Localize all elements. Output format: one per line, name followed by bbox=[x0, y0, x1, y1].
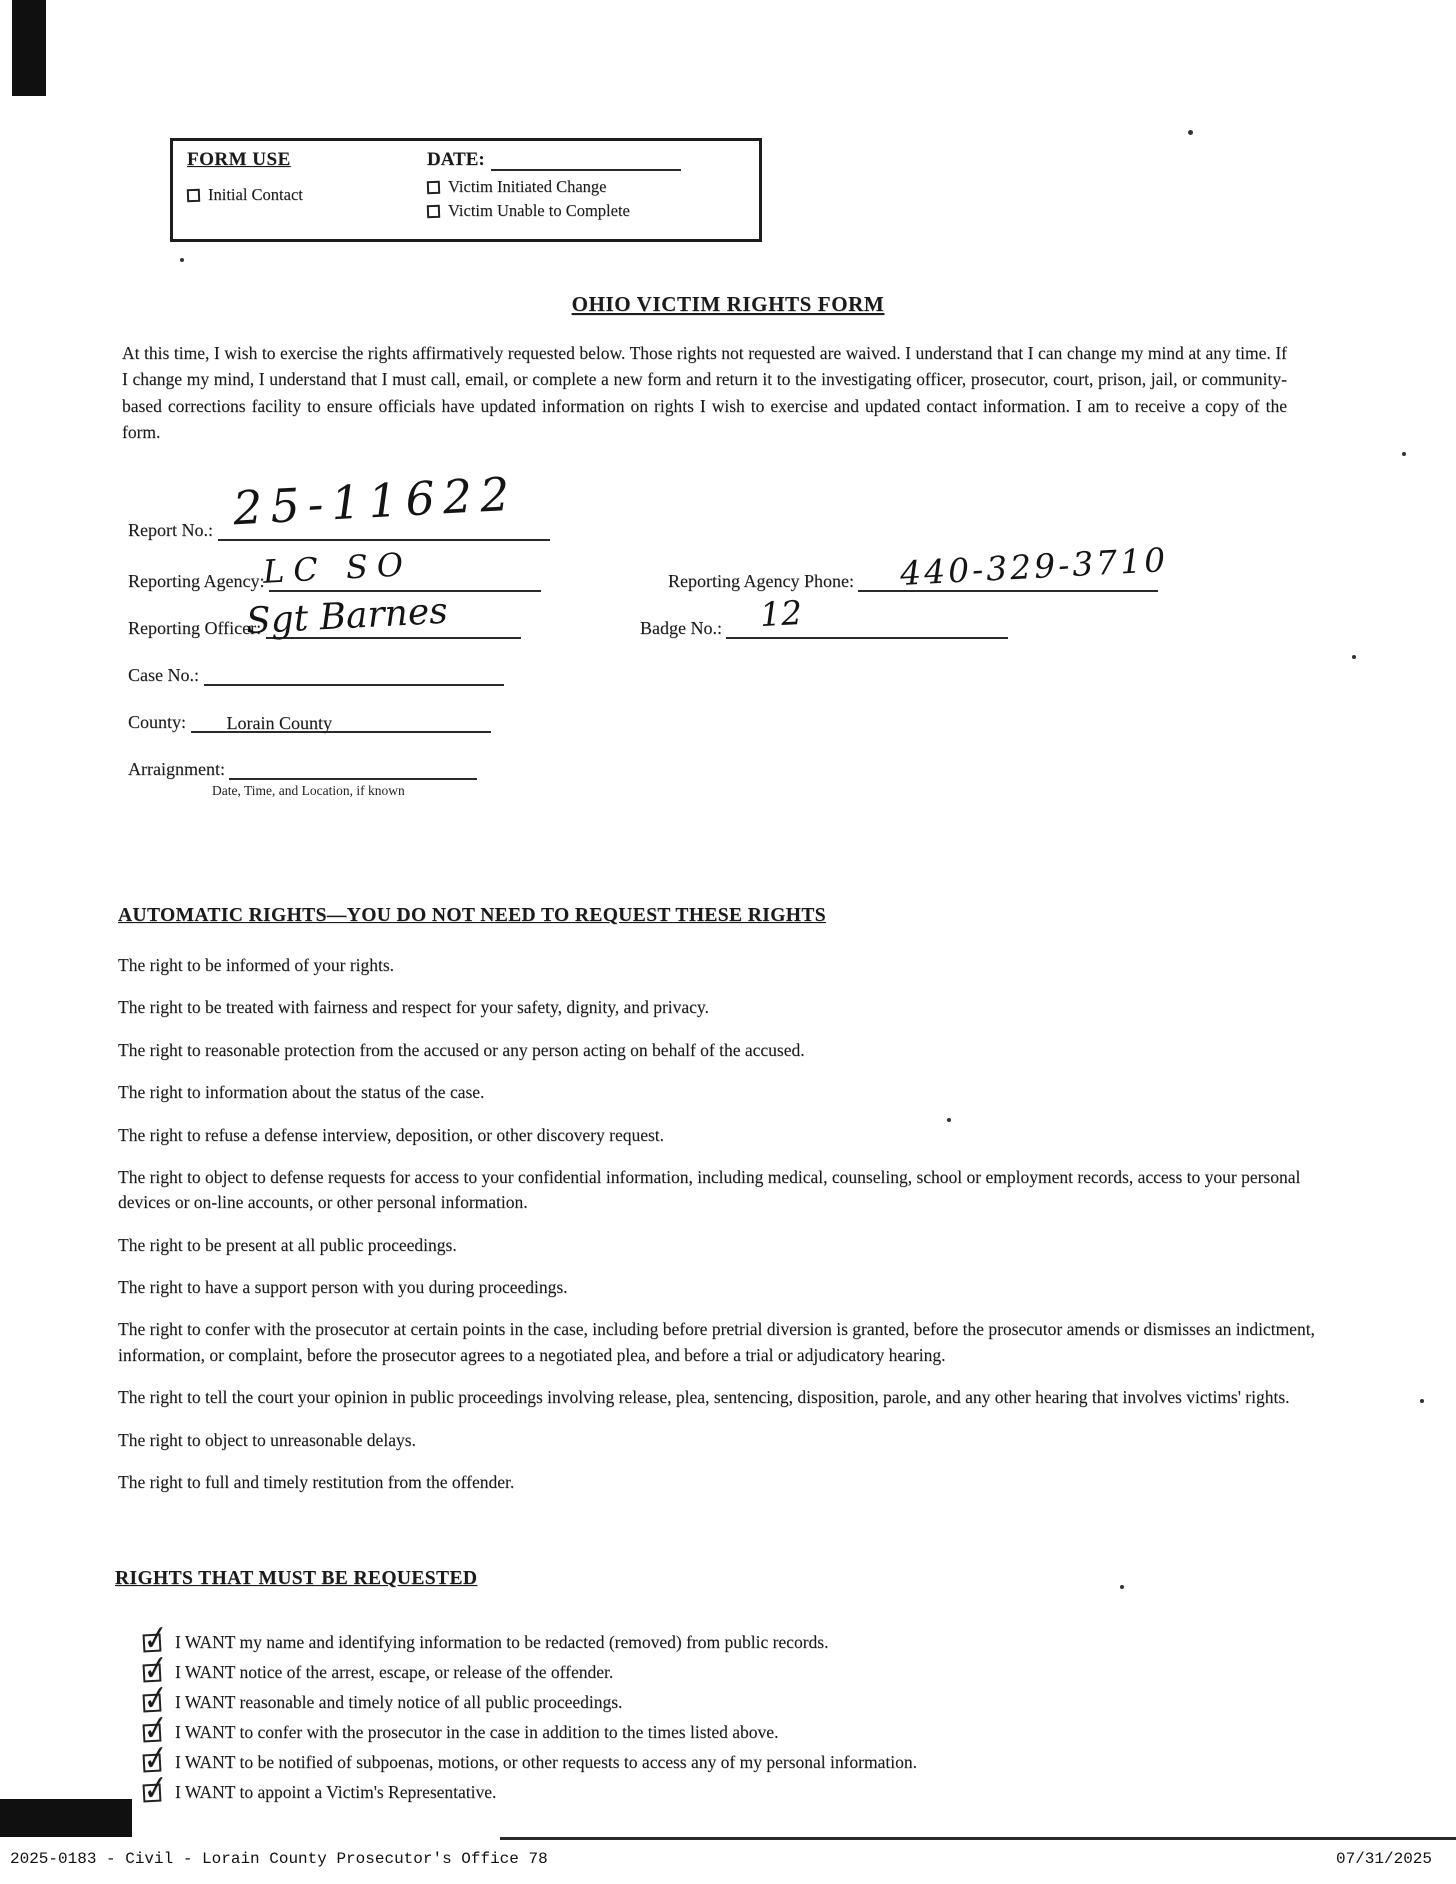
scan-speck bbox=[1402, 452, 1406, 456]
right-item: The right to be present at all public proceedings. bbox=[118, 1234, 457, 1255]
reporting-officer-label: Reporting Officer: bbox=[128, 618, 262, 638]
form-use-option-victim-initiated-change bbox=[427, 177, 749, 197]
victim-unable-to-complete-checkbox[interactable] bbox=[427, 204, 440, 217]
scan-speck bbox=[180, 258, 184, 262]
right-item: The right to refuse a defense interview, deposition, or other discovery request. bbox=[118, 1124, 665, 1145]
scan-speck bbox=[1420, 1399, 1424, 1403]
footer-date: 07/31/2025 bbox=[1335, 1850, 1432, 1868]
reporting-agency-value: LC SO bbox=[262, 545, 413, 591]
right-item: The right to reasonable protection from the accused or any person acting on behalf of the accused. bbox=[118, 1039, 805, 1060]
right-item: The right to have a support person with you during proceedings. bbox=[118, 1277, 568, 1297]
form-use-title: FORM USE bbox=[187, 149, 291, 170]
badge-no-label: Badge No.: bbox=[640, 618, 722, 638]
county-label: County: bbox=[128, 712, 187, 732]
initial-contact-checkbox[interactable] bbox=[187, 188, 200, 201]
requested-right-item bbox=[143, 1722, 1345, 1743]
scan-artifact-bar-top bbox=[12, 0, 46, 96]
date-line[interactable] bbox=[491, 151, 681, 171]
reporting-agency-phone-group bbox=[668, 540, 1170, 593]
report-no-label: Report No.: bbox=[128, 520, 213, 540]
form-use-box bbox=[170, 138, 762, 242]
right-item: The right to be informed of your rights. bbox=[118, 955, 395, 975]
right-item: The right to tell the court your opinion in public proceedings involving release, plea, sentencing, disposition, parole, and any other hearing that involves victims' rights. bbox=[118, 1387, 1290, 1408]
arraignment-label: Arraignment: bbox=[128, 759, 225, 779]
requested-right-label: I WANT to confer with the prosecutor in the case in addition to the times listed above. bbox=[175, 1722, 779, 1742]
initial-contact-label: Initial Contact bbox=[208, 185, 303, 204]
case-no-row bbox=[128, 665, 1388, 686]
form-use-option-victim-unable-to-complete bbox=[427, 201, 749, 221]
arraignment-row bbox=[128, 759, 1388, 799]
reporting-officer-value: Sgt Barnes bbox=[245, 590, 449, 643]
report-no-row bbox=[128, 466, 1388, 541]
arraignment-line[interactable] bbox=[229, 760, 477, 780]
requested-right-item bbox=[143, 1782, 1345, 1803]
county-value: Lorain County bbox=[226, 713, 333, 733]
requested-right-item bbox=[143, 1752, 1345, 1773]
badge-no-value: 12 bbox=[759, 592, 803, 635]
requested-right-label: I WANT to be notified of subpoenas, motions, or other requests to access any of my personal information. bbox=[175, 1752, 917, 1772]
county-row bbox=[128, 712, 1388, 733]
automatic-rights-heading: AUTOMATIC RIGHTS—YOU DO NOT NEED TO REQUEST THESE RIGHTS bbox=[118, 905, 826, 926]
intro-paragraph: At this time, I wish to exercise the rights affirmatively requested below. Those rights not requested are waived. I understand that I can change my mind at any time. If I change my mind, I understand that I must call, email, or complete a new form and return it to the investigating officer, prosecutor, court, prison, jail, or community-based corrections facility to ensure officials have updated information on rights I wish to exercise and updated contact information. I am to receive a copy of the form. bbox=[122, 343, 1287, 442]
requested-right-label: I WANT to appoint a Victim's Representative. bbox=[175, 1782, 497, 1802]
case-no-line[interactable] bbox=[204, 666, 504, 686]
scan-artifact-bar-bottom bbox=[0, 1799, 132, 1837]
requested-right-item bbox=[143, 1692, 1345, 1713]
victim-initiated-change-checkbox[interactable] bbox=[427, 180, 440, 193]
scan-artifact-line-bottom bbox=[500, 1837, 1456, 1840]
right-item: The right to confer with the prosecutor at certain points in the case, including before pretrial diversion is granted, before the prosecutor amends or dismisses an indictment, information, or complaint, before the prosecutor agrees to a negotiated plea, and before a trial or adjudicatory hearing. bbox=[118, 1319, 1315, 1365]
requested-right-label: I WANT my name and identifying information to be redacted (removed) from public records. bbox=[175, 1632, 829, 1652]
reporting-agency-row bbox=[128, 540, 1388, 593]
county-line[interactable] bbox=[191, 713, 491, 733]
requested-right-item bbox=[143, 1662, 1345, 1683]
report-no-value: 25-11622 bbox=[231, 466, 519, 536]
right-item: The right to information about the status of the case. bbox=[118, 1082, 485, 1103]
case-no-label: Case No.: bbox=[128, 665, 199, 685]
reporting-agency-phone-value: 440-329-3710 bbox=[899, 540, 1170, 593]
reporting-agency-label: Reporting Agency: bbox=[128, 571, 265, 591]
date-label: DATE: bbox=[427, 149, 485, 170]
requested-rights-heading: RIGHTS THAT MUST BE REQUESTED bbox=[115, 1568, 478, 1589]
victim-unable-to-complete-label: Victim Unable to Complete bbox=[448, 201, 630, 220]
scan-speck bbox=[1188, 130, 1193, 135]
victims-representative-checkbox[interactable] bbox=[143, 1783, 162, 1802]
reporting-officer-row bbox=[128, 590, 1388, 643]
requested-rights-section bbox=[115, 1568, 1345, 1812]
requested-right-label: I WANT reasonable and timely notice of all public proceedings. bbox=[175, 1692, 623, 1712]
document-title: OHIO VICTIM RIGHTS FORM bbox=[571, 292, 885, 316]
arraignment-caption: Date, Time, and Location, if known bbox=[212, 783, 405, 798]
form-fields bbox=[128, 466, 1388, 799]
requested-right-label: I WANT notice of the arrest, escape, or release of the offender. bbox=[175, 1662, 614, 1682]
automatic-rights-section bbox=[118, 905, 1318, 1512]
victim-initiated-change-label: Victim Initiated Change bbox=[448, 177, 607, 196]
right-item: The right to full and timely restitution from the offender. bbox=[118, 1471, 515, 1492]
date-row bbox=[427, 149, 749, 171]
requested-right-item bbox=[143, 1632, 1345, 1653]
reporting-agency-phone-label: Reporting Agency Phone: bbox=[668, 571, 854, 591]
footer-case-reference: 2025-0183 - Civil - Lorain County Prosecutor's Office 78 bbox=[10, 1850, 548, 1868]
right-item: The right to object to defense requests for access to your confidential information, including medical, counseling, school or employment records, access to your personal devices or on-line accounts, or other personal information. bbox=[118, 1166, 1301, 1213]
right-item: The right to object to unreasonable delays. bbox=[118, 1429, 416, 1450]
right-item: The right to be treated with fairness and respect for your safety, dignity, and privacy. bbox=[118, 997, 709, 1018]
badge-no-group bbox=[640, 592, 1008, 639]
form-use-option-initial-contact bbox=[187, 185, 427, 205]
